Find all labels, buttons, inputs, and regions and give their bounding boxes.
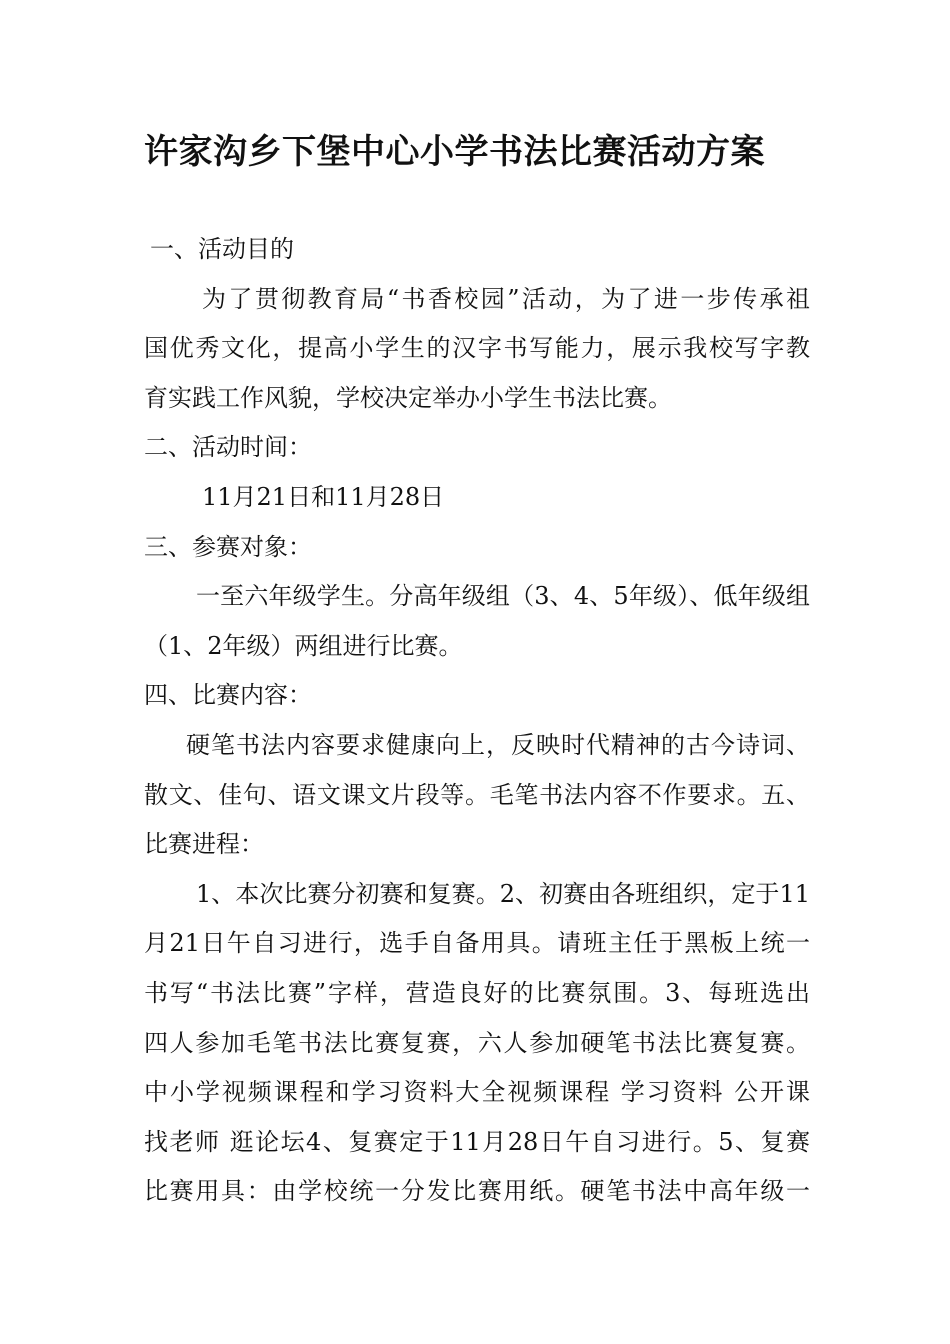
document-title: 许家沟乡下堡中心小学书法比赛活动方案 <box>144 132 765 172</box>
paragraph-line: 育实践工作风貌，学校决定举办小学生书法比赛。 <box>144 383 672 412</box>
section-heading-participants: 三、参赛对象： <box>144 532 312 561</box>
paragraph-line: 一至六年级学生。分高年级组（3、4、5年级）、低年级组 <box>196 582 810 611</box>
paragraph-line: 1、本次比赛分初赛和复赛。2、初赛由各班组织，定于11 <box>196 879 810 908</box>
paragraph-line: 散文、佳句、语文课文片段等。毛笔书法内容不作要求。五、 <box>144 780 810 809</box>
paragraph-line: 11月21日和11月28日 <box>202 482 445 511</box>
paragraph-line: （1、2年级）两组进行比赛。 <box>144 631 463 660</box>
section-heading-content: 四、比赛内容： <box>144 681 312 710</box>
paragraph-line: 比赛用具：由学校统一分发比赛用纸。硬笔书法中高年级一 <box>144 1177 810 1206</box>
paragraph-line: 中小学视频课程和学习资料大全视频课程 学习资料 公开课 <box>144 1078 810 1107</box>
paragraph-line: 为了贯彻教育局“书香校园”活动，为了进一步传承祖 <box>202 284 810 313</box>
paragraph-line: 四人参加毛笔书法比赛复赛，六人参加硬笔书法比赛复赛。 <box>144 1028 810 1057</box>
paragraph-line: 比赛进程： <box>144 830 264 859</box>
document-body <box>144 225 810 1217</box>
paragraph-line: 找老师 逛论坛4、复赛定于11月28日午自习进行。5、复赛 <box>144 1127 810 1156</box>
section-heading-time: 二、活动时间： <box>144 433 312 462</box>
paragraph-line: 书写“书法比赛”字样，营造良好的比赛氛围。3、每班选出 <box>144 978 810 1007</box>
section-heading-purpose: 一、活动目的 <box>150 235 294 263</box>
paragraph-line: 国优秀文化，提高小学生的汉字书写能力，展示我校写字教 <box>144 334 810 363</box>
paragraph-line: 硬笔书法内容要求健康向上，反映时代精神的古今诗词、 <box>186 730 810 759</box>
paragraph-line: 月21日午自习进行，选手自备用具。请班主任于黑板上统一 <box>144 929 810 958</box>
